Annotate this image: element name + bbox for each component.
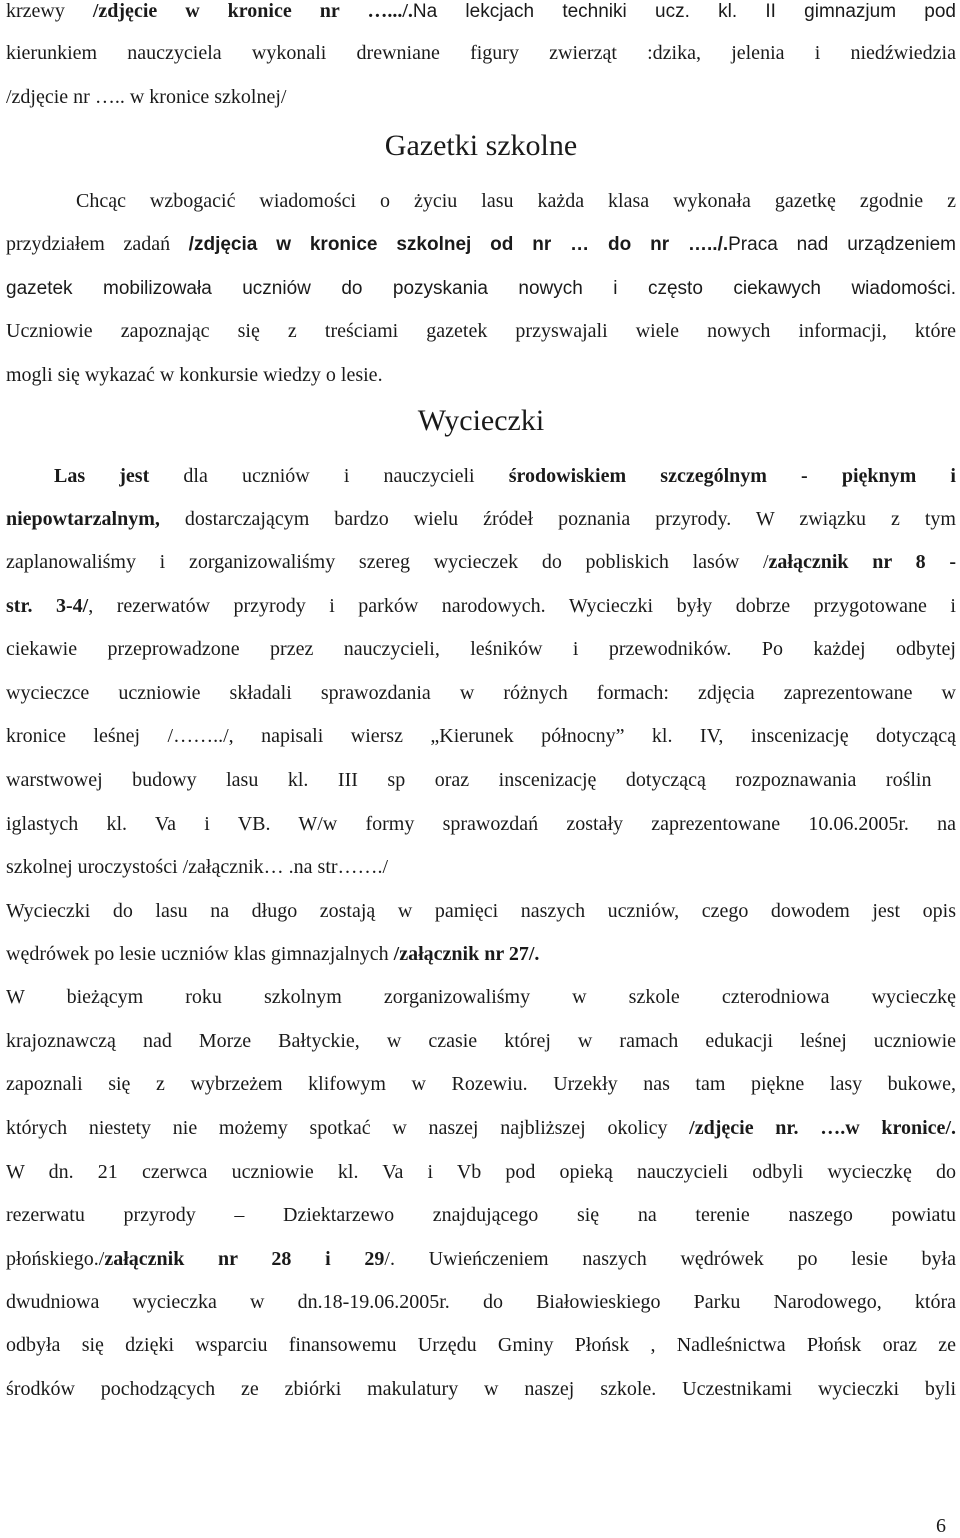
text-line [6,0,956,26]
text-run: zapoznali się z wybrzeżem klifowym w Rozewiu. Urzekły nas tam piękne lasy bukowe, [6,1073,956,1095]
text-run: odbyła się dzięki wsparciu finansowemu Urzędu Gminy Płońsk , Nadleśnictwa Płońsk oraz ze [6,1334,956,1356]
text-run: wycieczce uczniowie składali sprawozdania w różnych formach: zdjęcia zaprezentowane w [6,682,956,704]
line-content [6,273,956,303]
text-line [6,38,956,68]
text-line [6,360,956,390]
text-line [6,1113,956,1143]
text-run: /. Uwieńczeniem naszych wędrówek po lesie była [384,1248,956,1270]
line-content [6,896,956,926]
line-content [6,1374,956,1404]
text-line [6,896,956,926]
text-run: warstwowej budowy lasu kl. III sp oraz inscenizację dotyczącą rozpoznawania roślin [6,769,932,791]
text-run: iglastych kl. Va i VB. W/w formy sprawozdań zostały zaprezentowane 10.06.2005r. na [6,813,956,835]
text-run: , rezerwatów przyrody i parków narodowych. Wycieczki były dobrze przygotowane i [88,595,956,617]
text-run: rezerwatu przyrody – Dziektarzewo znajdującego się na terenie naszego powiatu [6,1204,956,1226]
text-line [6,1157,956,1187]
text-line [6,1287,956,1317]
text-run: /zdjęcie nr ….. w kronice szkolnej/ [6,86,287,108]
line-content [6,316,956,346]
text-line [6,765,956,795]
line-content [6,721,956,751]
text-run: dla uczniów i nauczycieli [149,465,509,487]
text-run: gazetek mobilizowała uczniów do pozyskania nowych i często ciekawych wiadomości. [6,278,956,299]
text-line [6,1244,956,1274]
line-content [6,982,956,1012]
text-line [6,939,956,969]
text-run: W bieżącym roku szkolnym zorganizowaliśmy w szkole czterodniowa wycieczkę [6,986,956,1008]
bold-run: /zdjęcie nr. ….w kronice/. [689,1117,956,1139]
line-content [6,1026,956,1056]
line-content [6,547,956,577]
bold-run: niepowtarzalnym, [6,508,160,530]
text-run: szkolnej uroczystości /załącznik… .na str……./ [6,856,389,878]
text-line [6,504,956,534]
text-run: kierunkiem nauczyciela wykonali drewniane figury zwierząt :dzika, jelenia i niedźwiedzia [6,42,956,64]
text-line [6,82,956,112]
text-run: płońskiego./ [6,1248,105,1270]
text-run: środków pochodzących ze zbiórki makulatury w naszej szkole. Uczestnikami wycieczki byli [6,1378,956,1400]
line-content [76,186,956,216]
text-line [6,1026,956,1056]
text-line [6,461,956,491]
text-run: których niestety nie możemy spotkać w naszej najbliższej okolicy [6,1117,690,1139]
line-content [6,1287,956,1317]
line-content [6,765,931,795]
text-line [6,634,956,664]
bold-run: /zdjęcie w kronice nr ….../. [92,0,413,22]
line-content [6,504,956,534]
page-number: 6 [936,1515,946,1537]
bold-run: środowiskiem szczególnym - pięknym i [508,465,956,487]
line-content [6,939,539,969]
bold-run: /zdjęcia w kronice szkolnej od nr … do nr …../. [188,234,729,255]
text-run: Praca nad urządzeniem [728,234,956,255]
section-heading: Gazetki szkolne [384,129,578,162]
bold-run: załącznik nr 8 - [768,551,956,573]
bold-run: str. 3-4/ [6,595,89,617]
line-content [6,678,956,708]
line-content [54,461,956,491]
text-line [6,186,956,216]
text-run: krzewy [6,0,93,22]
text-run: ciekawie przeprowadzone przez nauczycieli, leśników i przewodników. Po każdej odbytej [6,638,956,660]
text-run: zaplanowaliśmy i zorganizowaliśmy szereg wycieczek do pobliskich lasów / [6,551,769,573]
line-content [6,360,383,390]
text-line [6,591,956,621]
text-line [6,721,956,751]
line-content [6,38,956,68]
text-run: Chcąc wzbogacić wiadomości o życiu lasu każda klasa wykonała gazetkę zgodnie z [76,190,956,212]
line-content [6,1330,956,1360]
text-line [6,852,956,882]
text-line [6,1069,956,1099]
text-run: dwudniowa wycieczka w dn.18-19.06.2005r. do Białowieskiego Parku Narodowego, która [6,1291,956,1313]
text-run: W dn. 21 czerwca uczniowie kl. Va i Vb pod opieką nauczycieli odbyli wycieczkę do [6,1161,956,1183]
line-content [6,1200,956,1230]
text-run: wędrówek po lesie uczniów klas gimnazjalnych [6,943,394,965]
line-content [6,591,956,621]
text-line [6,547,956,577]
text-line [6,229,956,259]
bold-run: Las jest [54,465,150,487]
bold-run: /załącznik nr 27/. [393,943,540,965]
text-run: krajoznawczą nad Morze Bałtyckie, w czasie której w ramach edukacji leśnej uczniowie [6,1030,956,1052]
line-content [6,809,956,839]
line-content [6,1069,956,1099]
line-content [6,1244,956,1274]
text-run: Wycieczki do lasu na długo zostają w pamięci naszych uczniów, czego dowodem jest opis [6,900,956,922]
line-content [6,1157,956,1187]
text-line [6,316,956,346]
line-content [6,82,286,112]
section-heading: Wycieczki [417,404,545,437]
text-line [6,273,956,303]
text-line [6,1330,956,1360]
text-run: przydziałem zadań [6,233,189,255]
line-content [6,852,388,882]
text-line [6,809,956,839]
line-content [6,229,956,259]
line-content [6,1113,956,1143]
text-run: Na lekcjach techniki ucz. kl. II gimnazjum pod [412,1,956,22]
line-content [6,0,956,26]
text-line [6,982,956,1012]
text-run: Uczniowie zapoznając się z treściami gazetek przyswajali wiele nowych informacji, które [6,320,956,342]
text-line [6,1200,956,1230]
bold-run: załącznik nr 28 i 29 [104,1248,385,1270]
text-line [6,678,956,708]
text-run: mogli się wykazać w konkursie wiedzy o lesie. [6,364,383,386]
text-run: kronice leśnej /……../, napisali wiersz „Kierunek północny” kl. IV, inscenizację dotyczącą [6,725,956,747]
text-line [6,1374,956,1404]
text-run: dostarczającym bardzo wielu źródeł poznania przyrody. W związku z tym [159,508,956,530]
line-content [6,634,956,664]
